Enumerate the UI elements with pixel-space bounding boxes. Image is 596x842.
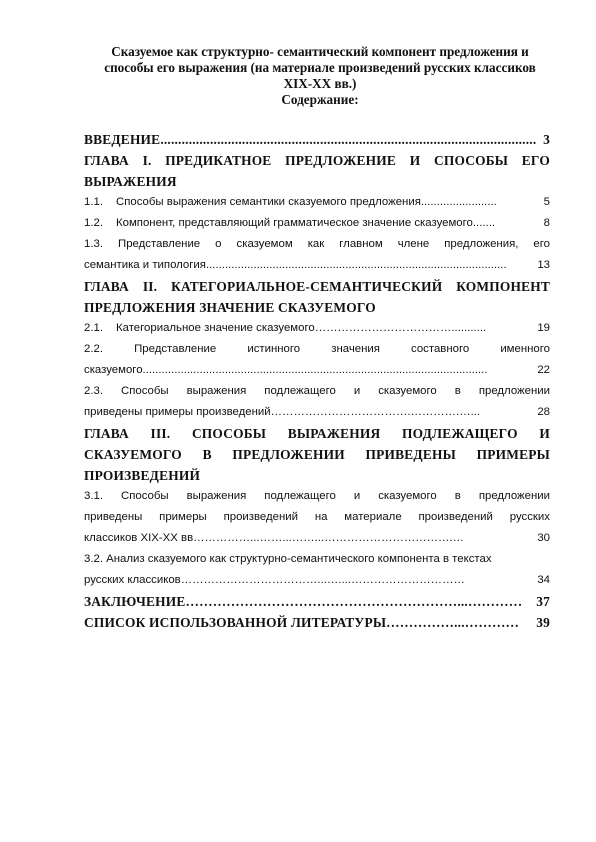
- toc-leader-dots: ………………………………...........: [314, 322, 487, 334]
- toc-word: III.: [150, 426, 171, 441]
- toc-leader-dots: ……………………………….………….…...: [270, 406, 481, 418]
- toc-word: на: [314, 511, 328, 523]
- toc-leader-dots: ……………...…………: [386, 615, 520, 630]
- toc-page-number: 22: [537, 364, 550, 376]
- toc-word: предложения,: [444, 238, 519, 250]
- toc-leader-dots: ...............................................................................................: [205, 259, 507, 271]
- toc-word: о: [215, 238, 222, 250]
- toc-word: и: [353, 385, 361, 397]
- toc-chapter-2-line-2[interactable]: ПРЕДЛОЖЕНИЯ ЗНАЧЕНИЕ СКАЗУЕМОГО: [84, 300, 376, 315]
- toc-word: подлежащего: [264, 490, 336, 502]
- toc-word: значения: [331, 343, 380, 355]
- toc-word: ПРЕДЛОЖЕНИЕ: [285, 153, 397, 168]
- toc-page-number: 19: [537, 322, 550, 334]
- toc-word: сказуемого: [378, 385, 437, 397]
- toc-entry-label: сказуемого: [84, 364, 143, 376]
- toc-word: ГЛАВА: [84, 426, 129, 441]
- toc-page-number: 37: [536, 594, 550, 609]
- toc-entry-3-1-line-2[interactable]: [84, 507, 550, 528]
- toc-word: как: [307, 238, 325, 250]
- toc-entry-1-1[interactable]: [84, 192, 550, 213]
- toc-word: ПРИВЕДЕНЫ: [365, 447, 456, 462]
- toc-word: сказуемого: [378, 490, 437, 502]
- toc-entry-1-3-line-2[interactable]: [84, 255, 550, 276]
- toc-page-number: 39: [536, 615, 550, 630]
- toc-entry-3-1-line-1[interactable]: [84, 486, 550, 507]
- toc-page-number: 3: [543, 132, 550, 147]
- contents-heading: Содержание:: [281, 92, 359, 107]
- toc-word: составного: [411, 343, 470, 355]
- toc-word: в: [454, 385, 461, 397]
- toc-entry-literature[interactable]: [84, 612, 550, 633]
- toc-page-number: 5: [543, 196, 550, 208]
- toc-entry-label: Компонент, представляющий грамматическое значение сказуемого: [116, 217, 473, 229]
- toc-chapter-2-line-1[interactable]: [84, 276, 550, 297]
- toc-word: предложении: [478, 490, 550, 502]
- toc-entry-label: Категориальное значение сказуемого: [116, 322, 315, 334]
- toc-word: русских: [509, 511, 550, 523]
- toc-word: КАТЕГОРИАЛЬНОЕ-СЕМАНТИЧЕСКИЙ: [171, 279, 443, 294]
- toc-entry-1-3-line-1[interactable]: [84, 234, 550, 255]
- toc-word: ГЛАВА: [84, 279, 129, 294]
- toc-word: главном: [339, 238, 383, 250]
- toc-entry-2-2-line-1[interactable]: [84, 339, 550, 360]
- toc-leader-dots: .......: [472, 217, 496, 229]
- title-line-3: XIX-XX вв.): [283, 76, 357, 91]
- toc-entry-label: классиков XIX-XX вв: [84, 532, 194, 544]
- toc-word: 2.3.: [84, 385, 103, 397]
- toc-word: СПОСОБЫ: [191, 426, 267, 441]
- toc-entry-label: Способы выражения семантики сказуемого предложения: [116, 196, 421, 208]
- toc-page-number: 8: [543, 217, 550, 229]
- toc-section-number: 2.1.: [84, 322, 103, 334]
- toc-word: В: [202, 447, 212, 462]
- toc-entry-introduction[interactable]: [84, 129, 550, 150]
- title-line-2: способы его выражения (на материале произведений русских классиков: [104, 60, 536, 75]
- toc-word: СПОСОБЫ: [433, 153, 509, 168]
- toc-entry-2-3-line-1[interactable]: [84, 381, 550, 402]
- toc-word: в: [454, 490, 461, 502]
- toc-word: члене: [397, 238, 430, 250]
- toc-entry-label: ВВЕДЕНИЕ: [84, 132, 161, 147]
- toc-entry-3-2-line-2[interactable]: [84, 570, 550, 591]
- toc-word: И: [409, 153, 421, 168]
- toc-entry-conclusion[interactable]: [84, 591, 550, 612]
- toc-word: выражения: [186, 385, 247, 397]
- toc-word: его: [533, 238, 550, 250]
- toc-entry-label: приведены примеры произведений: [84, 406, 271, 418]
- toc-word: и: [353, 490, 361, 502]
- toc-page-number: 28: [537, 406, 550, 418]
- title-line-1: Сказуемое как структурно- семантический компонент предложения и: [111, 44, 529, 59]
- toc-leader-dots: ........................: [420, 196, 497, 208]
- toc-entry-2-2-line-2[interactable]: [84, 360, 550, 381]
- toc-word: подлежащего: [264, 385, 336, 397]
- toc-word: И: [539, 426, 550, 441]
- toc-word: I.: [142, 153, 152, 168]
- toc-word: II.: [142, 279, 158, 294]
- toc-leader-dots: ……………………………………………………...…………: [185, 594, 523, 609]
- toc-leader-dots: ..........................................................................................................: [160, 132, 537, 147]
- toc-word: приведены: [84, 511, 143, 523]
- toc-word: КОМПОНЕНТ: [456, 279, 550, 294]
- toc-entry-3-2-line-1[interactable]: 3.2. Анализ сказуемого как структурно-семантического компонента в текстах: [84, 553, 492, 565]
- toc-section-number: 1.1.: [84, 196, 103, 208]
- toc-word: именного: [500, 343, 550, 355]
- toc-section-number: 1.2.: [84, 217, 103, 229]
- toc-leader-dots: ……………...……...……...…………………………….…: [193, 532, 464, 544]
- toc-chapter-3-line-1[interactable]: [84, 423, 550, 444]
- table-of-contents: [84, 129, 550, 633]
- toc-chapter-3-line-2[interactable]: [84, 444, 550, 465]
- toc-entry-label: семантика и типология: [84, 259, 206, 271]
- toc-word: 1.3.: [84, 238, 103, 250]
- toc-page-number: 34: [537, 574, 550, 586]
- toc-word: ВЫРАЖЕНИЯ: [287, 426, 381, 441]
- toc-entry-3-1-line-3[interactable]: [84, 528, 550, 549]
- toc-word: 2.2.: [84, 343, 103, 355]
- toc-word: материале: [344, 511, 402, 523]
- toc-word: Представление: [118, 238, 201, 250]
- toc-word: СКАЗУЕМОГО: [84, 447, 182, 462]
- toc-entry-label: русских классиков: [84, 574, 181, 586]
- toc-entry-1-2[interactable]: [84, 213, 550, 234]
- toc-entry-label: ЗАКЛЮЧЕНИЕ: [84, 594, 186, 609]
- toc-word: Представление: [134, 343, 217, 355]
- toc-page-number: 30: [537, 532, 550, 544]
- toc-word: Способы: [121, 385, 169, 397]
- toc-word: ПОДЛЕЖАЩЕГО: [402, 426, 518, 441]
- toc-word: произведений: [223, 511, 298, 523]
- toc-word: 3.1.: [84, 490, 103, 502]
- toc-word: ПРИМЕРЫ: [476, 447, 550, 462]
- toc-entry-2-1[interactable]: [84, 318, 550, 339]
- toc-chapter-3-line-3[interactable]: ПРОИЗВЕДЕНИЙ: [84, 468, 201, 483]
- document-title: [80, 44, 560, 108]
- toc-chapter-1-line-1[interactable]: [84, 150, 550, 171]
- toc-word: ПРЕДЛОЖЕНИИ: [232, 447, 345, 462]
- toc-page-number: 13: [537, 259, 550, 271]
- toc-entry-2-3-line-2[interactable]: [84, 402, 550, 423]
- toc-word: ГЛАВА: [84, 153, 129, 168]
- toc-word: предложении: [478, 385, 550, 397]
- toc-word: ЕГО: [521, 153, 550, 168]
- toc-word: сказуемом: [236, 238, 293, 250]
- toc-word: выражения: [186, 490, 247, 502]
- toc-leader-dots: .............................................................................................................: [142, 364, 488, 376]
- toc-word: Способы: [121, 490, 169, 502]
- toc-word: произведений: [418, 511, 493, 523]
- toc-word: ПРЕДИКАТНОЕ: [165, 153, 272, 168]
- toc-leader-dots: ………………………………...…....…………………………: [180, 574, 465, 586]
- toc-entry-label: СПИСОК ИСПОЛЬЗОВАННОЙ ЛИТЕРАТУРЫ: [84, 615, 387, 630]
- toc-chapter-1-line-2[interactable]: ВЫРАЖЕНИЯ: [84, 174, 177, 189]
- toc-word: истинного: [247, 343, 301, 355]
- toc-word: примеры: [159, 511, 207, 523]
